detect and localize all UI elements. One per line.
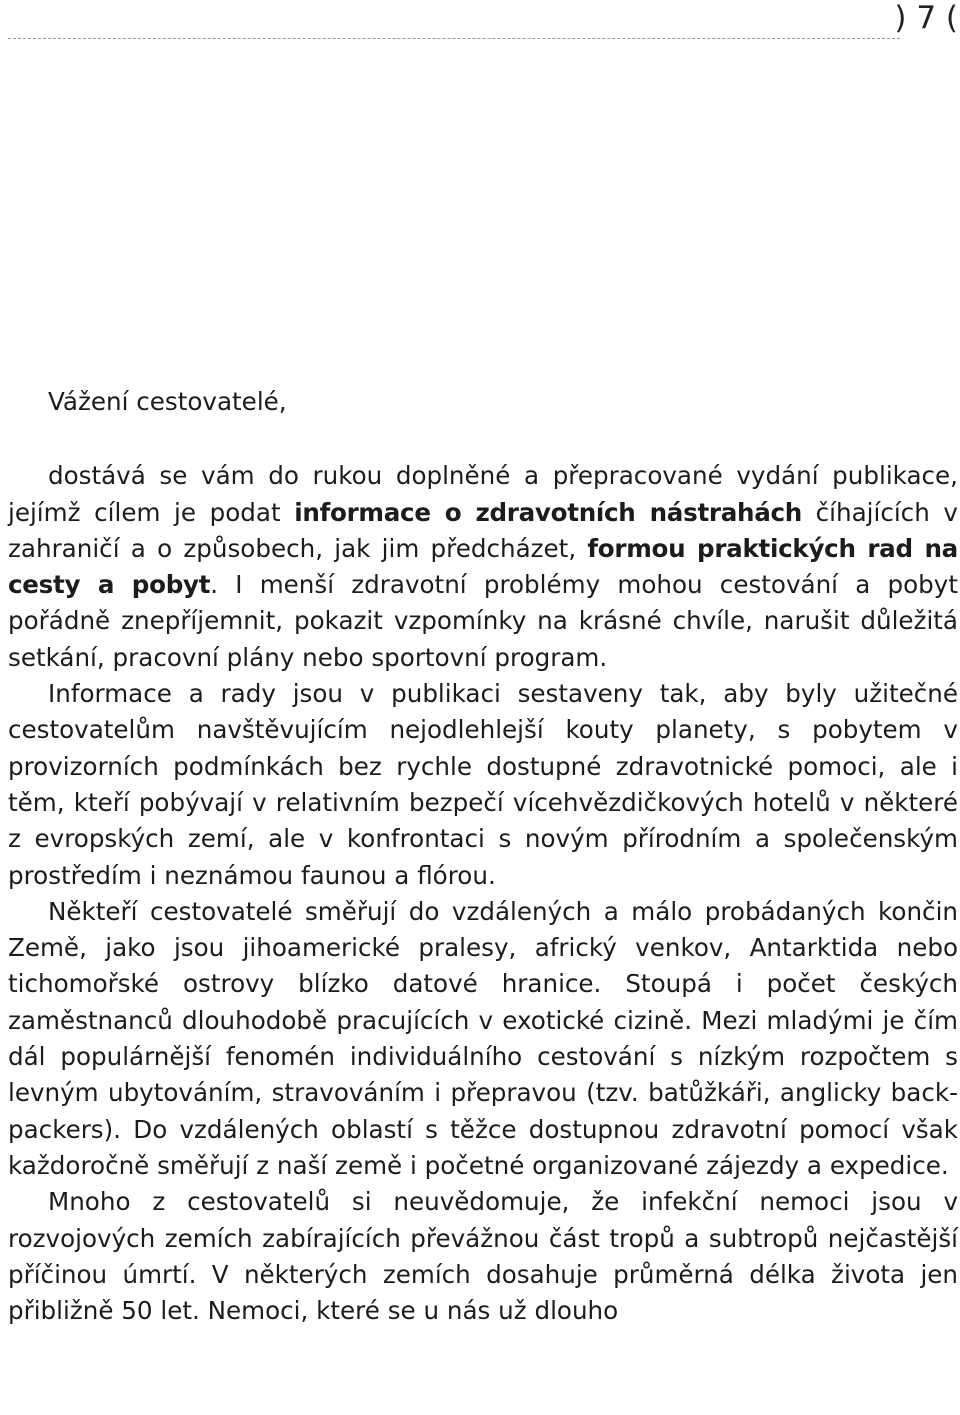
paragraph-1-text-1: dostává se vám do rukou doplněné a přepracované vydání publikace, jejímž cílem je podat: [8, 461, 958, 527]
paragraph-4-text: Mnoho z cestovatelů si neuvědomuje, že infekční nemoci jsou v rozvojových zemích zabírajících převážnou část tropů a subtropů nejčastější příčinou úmrtí. V některých zemích dosahuje průměrná délka života jen přibližně 50 let. Nemoci, které se u nás už dlouho: [8, 1187, 958, 1326]
page-header: [0, 0, 960, 40]
paragraph-1-highlight-2: formou praktických rad na cesty a pobyt: [8, 533, 958, 600]
paragraph-1-text-3: . I menší zdravotní problémy mohou cestování a pobyt pořádně znepříjemnit, pokazit vzpomínky na krásné chvíle, narušit důležitá setkání, pracovní plány nebo sportovní program.: [8, 570, 958, 672]
paragraph-1-highlight-1: informace o zdravotních nástrahách: [294, 497, 803, 527]
paragraph-2-text: Informace a rady jsou v publikaci sestaveny tak, aby byly užitečné cestovatelům navštěvujícím nejodlehlejší kouty planety, s pobytem v provizorních podmínkách bez rychle dostupné zdravotnické pomoci, ale i těm, kteří pobývají v relativním bezpečí vícehvězdičkových hotelů v některé z evropských zemí, ale v konfrontaci s novým přírodním a společenským prostředím i neznámou faunou a flórou.: [8, 679, 958, 890]
header-dashed-rule: [8, 38, 900, 39]
paragraph-3: [8, 894, 958, 1184]
salutation: Vážení cestovatelé,: [48, 387, 287, 416]
paragraph-4: [8, 1184, 958, 1329]
letter-body: [8, 384, 958, 1329]
paragraph-1: [8, 458, 958, 676]
page-number: ) 7 (: [894, 0, 958, 36]
paragraph-2: [8, 676, 958, 894]
paragraph-1-text-2: číhajících v zahraničí a o způsobech, jak jim předcházet,: [8, 497, 958, 563]
paragraph-3-text: Někteří cestovatelé směřují do vzdálených a málo probádaných končin Země, jako jsou jihoamerické pralesy, africký venkov, Antarktida nebo tichomořské ostrovy blízko datové hranice. Stoupá i počet českých zaměstnanců dlouhodobě pracujících v exotické cizině. Mezi mladými je čím dál populárnější fenomén individuálního cestování s nízkým rozpočtem s levným ubytováním, stravováním i přepravou (tzv. batůžkáři, anglicky back-packers). Do vzdálených oblastí s těžce dostupnou zdravotní pomocí však každoročně směřují z naší země i početné organizované zájezdy a expedice.: [8, 896, 958, 1180]
